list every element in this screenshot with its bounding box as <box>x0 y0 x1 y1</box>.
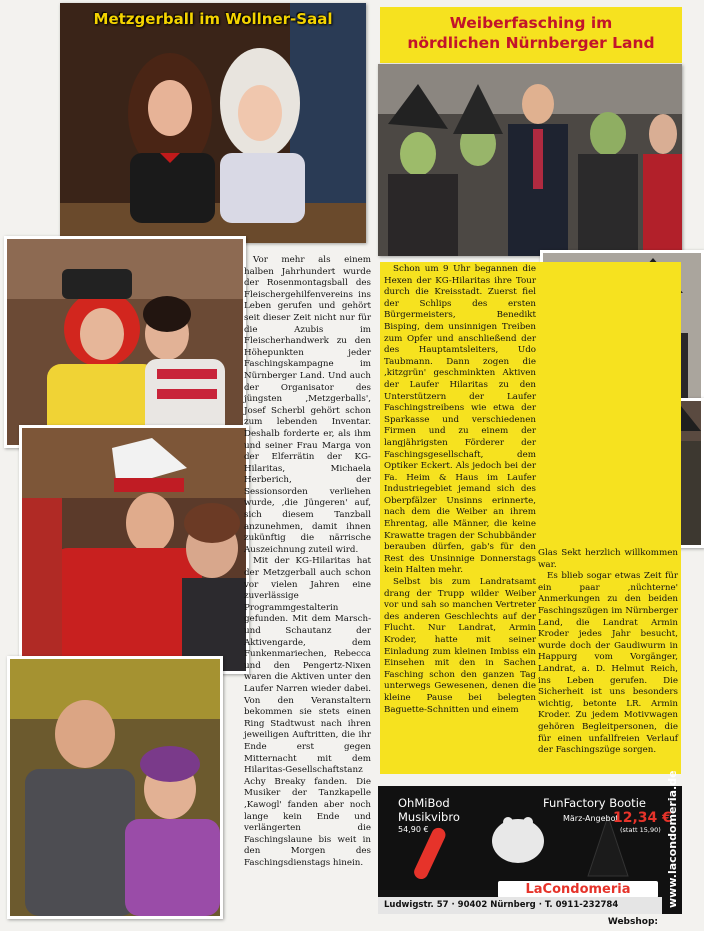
photo-witches-group <box>378 64 682 256</box>
ad-product2-name: FunFactory Bootie <box>543 796 646 810</box>
advertisement-lacondomeria[interactable] <box>378 770 682 927</box>
ad-product2-price: 12,34 € <box>613 810 672 826</box>
ad-product1-name: OhMiBod <box>398 796 450 810</box>
paragraph: Vor mehr als einem halben Jahrhundert wurde der Rosenmontagsball des Fleischergehilfenvereins ins Leben gerufen und gehört seit dieser Zeit nicht nur für die Azubis im Fleischerhandwerk zu den Höhepunkten jeder Faschingskampagne im Nürnberger Land. Und auch der Organisator des jüngsten ‚Metzgerballs', Josef Scherbl gehört schon zum lebenden Inventar. Deshalb forderte er, als ihm und seiner Frau Marga von der Elferrätin der KG-Hilaritas, Michaela Herberich, der Sessionsorden verliehen wurde, ‚die Jüngeren' auf, sich diesem Tanzball anzunehmen, damit ihnen zukünftig die närrische Auszeichnung zuteil wird. <box>244 255 371 555</box>
paragraph: Schon um 9 Uhr begannen die Hexen der KG-Hilaritas ihre Tour durch die Kreisstadt. Zuerst fiel der Schlips des ersten Bürgermeisters, Benedikt Bisping, dem unsinnigen Treiben zum Opfer und anschließend der des Hauptamtsleiters, Udo Taubmann. Dann zogen die ‚kitzgrün' geschminkten Aktiven der Laufer Hilaritas zu den Unterstützern der Laufer Faschingstreibens wie etwa der Sparkasse und verschiedenen Firmen und zu einem der langjährigsten Förderer der Faschingsgesellschaft, dem Optiker Eckert. Als jedoch bei der Fa. Heim & Haus im Laufer Industriegebiet jemand sich des Oberpfälzer Unsinns erinnerte, nach dem die Weiber an ihrem Ehrentag, alle Männer, die keine Krawatte tragen der Schubbänder berauben dürfen, gab's für den Rest des Unsinnige Donnerstags kein Halten mehr. <box>384 264 536 576</box>
headline-line-2: nördlichen Nürnberger Land <box>407 34 655 52</box>
ad-footer <box>378 897 662 927</box>
ad-product2-old-price: (statt 15,90) <box>620 826 661 834</box>
paragraph: Selbst bis zum Landratsamt drang der Trupp wilder Weiber vor und sah so manchen Vertreter des anderen Geschlechts auf der Flucht. Nur Landrat, Armin Kroder, hatte mit seiner Einladung zum kleinen Imbiss ein Einsehen mit den in Sachen Fasching schon den ganzen Tag unterwegs Gewesenen, denen die kleine Pause bei belegten Baguette-Schnitten und einem <box>384 577 536 715</box>
paragraph: Es blieb sogar etwas Zeit für ein paar ‚nüchterne' Anmerkungen zu den beiden Faschingszügen im Nürnberger Land, die Landrat Armin Kroder jedes Jahr besucht, wurde doch der Gaudiwurm in Happurg vom Vorgänger, Landrat, a. D. Helmut Reich, ins Leben gerufen. Die Sicherheit ist uns besonders wichtig, betonte LR. Armin Kroder. Zu jedem Motivwagen gehören Begleitpersonen, die für einen unfallfreien Verlauf der Faschingszüge sorgen. <box>538 571 678 756</box>
article-weiberfasching-text-1 <box>384 264 536 769</box>
ad-address: Ludwigstr. 57 · 90402 Nürnberg · T. 0911-232784 <box>384 900 619 910</box>
paragraph: Mit der KG-Hilaritas hat der Metzgerball auch schon vor vielen Jahren eine zuverlässige Programmgestalterin gefunden. Mit dem Marsch- und Schautanz der Aktivengarde, dem Funkenmariechen, Rebecca und den Pengertz-Nixen waren die Aktiven unter den Laufer Narren wieder dabei. Von den Veranstaltern bekommen sie stets einen Ring Stadtwust nach ihren jeweiligen Auftritten, die ihr Ende erst gegen Mitternacht mit dem Hilaritas-Gesellschaftstanz Achy Breaky fanden. Die Musiker der Tanzkapelle ‚Kawogl' fanden aber noch lange kein Ende und verlängerten die Faschingslaune bis weit in den Morgen des Faschingsdienstags hinein. <box>244 556 371 868</box>
photo-clown-couple <box>4 236 246 448</box>
ad-webshop-label: Webshop: <box>607 917 658 927</box>
headline-metzgerball: Metzgerball im Wollner-Saal <box>93 10 333 28</box>
article-metzgerball-text <box>244 255 371 915</box>
photo-dancing-couple <box>7 656 223 919</box>
headline-line-1: Weiberfasching im <box>449 14 613 32</box>
headline-weiberfasching <box>380 7 682 63</box>
photo-prince-couple <box>19 425 249 674</box>
article-weiberfasching-text-2 <box>538 548 678 770</box>
paragraph: Glas Sekt herzlich willkommen war. <box>538 548 678 570</box>
ad-website[interactable]: www.lacondomeria.de <box>666 770 679 908</box>
ad-product1-price: 54,90 € <box>398 825 429 834</box>
ad-product1-sub: Musikvibro <box>398 810 460 824</box>
ad-website-strip[interactable] <box>662 770 682 914</box>
photo-metzgerball-couple <box>60 3 366 243</box>
ad-product2-sub: März-Angebot <box>563 814 619 823</box>
ad-logo: LaCondomeria <box>498 881 658 898</box>
